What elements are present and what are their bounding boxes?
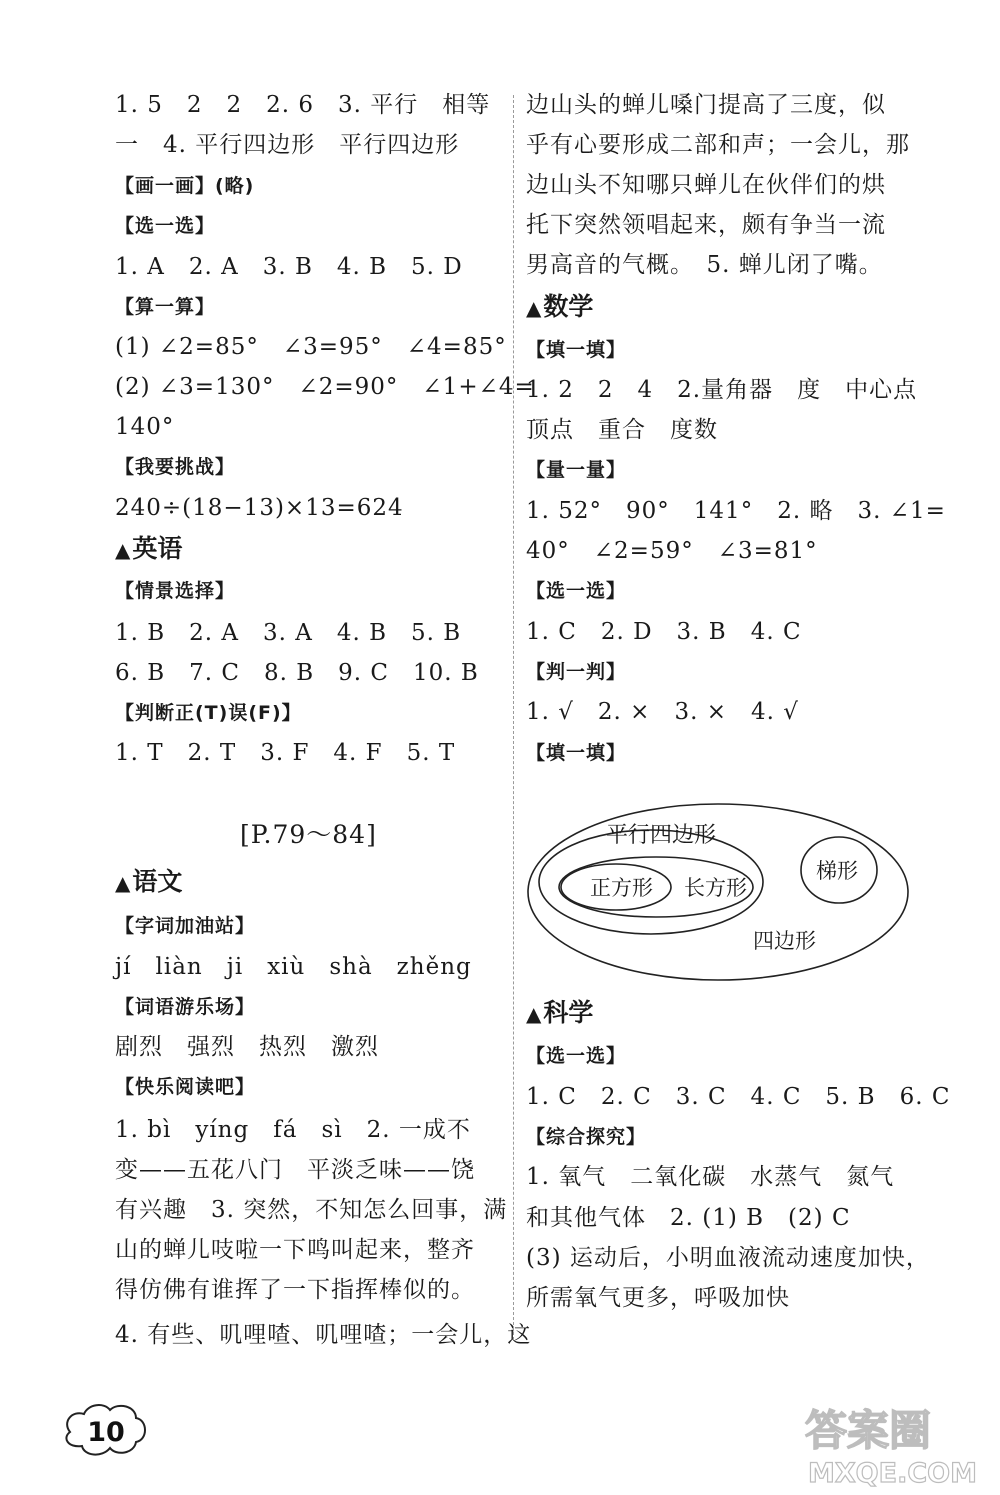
answer-line: 变——五花八门 平淡乏味——饶	[115, 1157, 475, 1183]
subject-title: ▲数学	[526, 292, 594, 321]
page-number: 10	[87, 1417, 125, 1448]
rectangle-label: 长方形	[684, 876, 747, 900]
section-heading: 【我要挑战】	[115, 456, 236, 478]
watermark-site: MXQE.COM	[808, 1458, 977, 1489]
trapezoid-label: 梯形	[816, 859, 858, 883]
answer-line: 1. A 2. A 3. B 4. B 5. D	[115, 254, 463, 280]
triangle-icon: ▲	[526, 296, 542, 320]
section-heading: 【量一量】	[526, 459, 627, 481]
subject-title: ▲英语	[115, 534, 183, 563]
answer-line: 边山头不知哪只蝉儿在伙伴们的烘	[526, 172, 886, 198]
answer-line: 1. 5 2 2 2. 6 3. 平行 相等	[115, 92, 491, 118]
answer-line: 托下突然领唱起来，颇有争当一流	[526, 212, 886, 238]
square-label: 正方形	[590, 876, 653, 900]
answer-line: 1. √ 2. × 3. × 4. √	[526, 699, 799, 725]
answer-line: 有兴趣 3. 突然，不知怎么回事，满	[115, 1197, 508, 1223]
section-heading: 【判一判】	[526, 661, 627, 683]
quadrilateral-label: 四边形	[753, 929, 816, 953]
answer-line: 山的蝉儿吱啦一下鸣叫起来，整齐	[115, 1237, 475, 1263]
section-heading: 【选一选】	[115, 215, 216, 237]
answer-line: 1. C 2. C 3. C 4. C 5. B 6. C	[526, 1084, 951, 1110]
triangle-icon: ▲	[115, 871, 131, 895]
answer-line: 一 4. 平行四边形 平行四边形	[115, 132, 460, 158]
answer-line: 1. bì yíng fá sì 2. 一成不	[115, 1117, 471, 1143]
section-heading: 【选一选】	[526, 580, 627, 602]
watermark-brand: 答案圈	[805, 1406, 932, 1455]
watermark-logo	[800, 1400, 990, 1490]
column-divider	[513, 95, 514, 1340]
answer-line: 1. C 2. D 3. B 4. C	[526, 619, 802, 645]
answer-line: 男高音的气概。 5. 蝉儿闭了嘴。	[526, 252, 883, 278]
section-heading: 【综合探究】	[526, 1126, 647, 1148]
section-heading: 【判断正(T)误(F)】	[115, 702, 302, 724]
answer-line: 240÷(18−13)×13=624	[115, 495, 404, 521]
page-range: [P.79～84]	[240, 820, 377, 849]
answer-line: 140°	[115, 414, 175, 440]
answer-line: 1. 2 2 4 2.量角器 度 中心点	[526, 377, 918, 403]
answer-line: 和其他气体 2. (1) B (2) C	[526, 1205, 851, 1231]
section-heading: 【词语游乐场】	[115, 996, 256, 1018]
answer-line: 得仿佛有谁挥了一下指挥棒似的。	[115, 1277, 475, 1303]
triangle-icon: ▲	[526, 1002, 542, 1026]
section-heading: 【算一算】	[115, 296, 216, 318]
answer-line: jí liàn ji xiù shà zhěng	[115, 954, 472, 980]
subject-title: ▲语文	[115, 867, 183, 896]
answer-line: 顶点 重合 度数	[526, 417, 718, 443]
answer-line: 1. 氧气 二氧化碳 水蒸气 氮气	[526, 1164, 895, 1190]
answer-line: 1. 52° 90° 141° 2. 略 3. ∠1=	[526, 498, 946, 524]
answer-line: 剧烈 强烈 热烈 激烈	[115, 1034, 379, 1060]
answer-line: 6. B 7. C 8. B 9. C 10. B	[115, 660, 479, 686]
section-heading: 【填一填】	[526, 339, 627, 361]
parallelogram-label: 平行四边形	[606, 823, 717, 848]
section-heading: 【填一填】	[526, 742, 627, 764]
quadrilateral-venn-diagram	[526, 800, 921, 985]
section-heading: 【字词加油站】	[115, 915, 256, 937]
answer-line: 4. 有些、叽哩喳、叽哩喳；一会儿，这	[115, 1322, 532, 1348]
section-heading: 【选一选】	[526, 1045, 627, 1067]
answer-line: 乎有心要形成二部和声；一会儿，那	[526, 132, 910, 158]
triangle-icon: ▲	[115, 538, 131, 562]
answer-line: 1. B 2. A 3. A 4. B 5. B	[115, 620, 462, 646]
answer-line: (3) 运动后，小明血液流动速度加快，	[526, 1245, 930, 1271]
subject-title: ▲科学	[526, 998, 594, 1027]
answer-line: (2) ∠3=130° ∠2=90° ∠1+∠4=	[115, 374, 535, 400]
answer-line: (1) ∠2=85° ∠3=95° ∠4=85°	[115, 334, 507, 360]
section-heading: 【画一画】(略)	[115, 175, 255, 197]
section-heading: 【情景选择】	[115, 580, 236, 602]
section-heading: 【快乐阅读吧】	[115, 1076, 256, 1098]
answer-line: 40° ∠2=59° ∠3=81°	[526, 538, 818, 564]
answer-line: 1. T 2. T 3. F 4. F 5. T	[115, 740, 456, 766]
answer-line: 边山头的蝉儿嗓门提高了三度，似	[526, 92, 886, 118]
answer-line: 所需氧气更多，呼吸加快	[526, 1285, 790, 1311]
page-number-badge	[60, 1400, 150, 1460]
